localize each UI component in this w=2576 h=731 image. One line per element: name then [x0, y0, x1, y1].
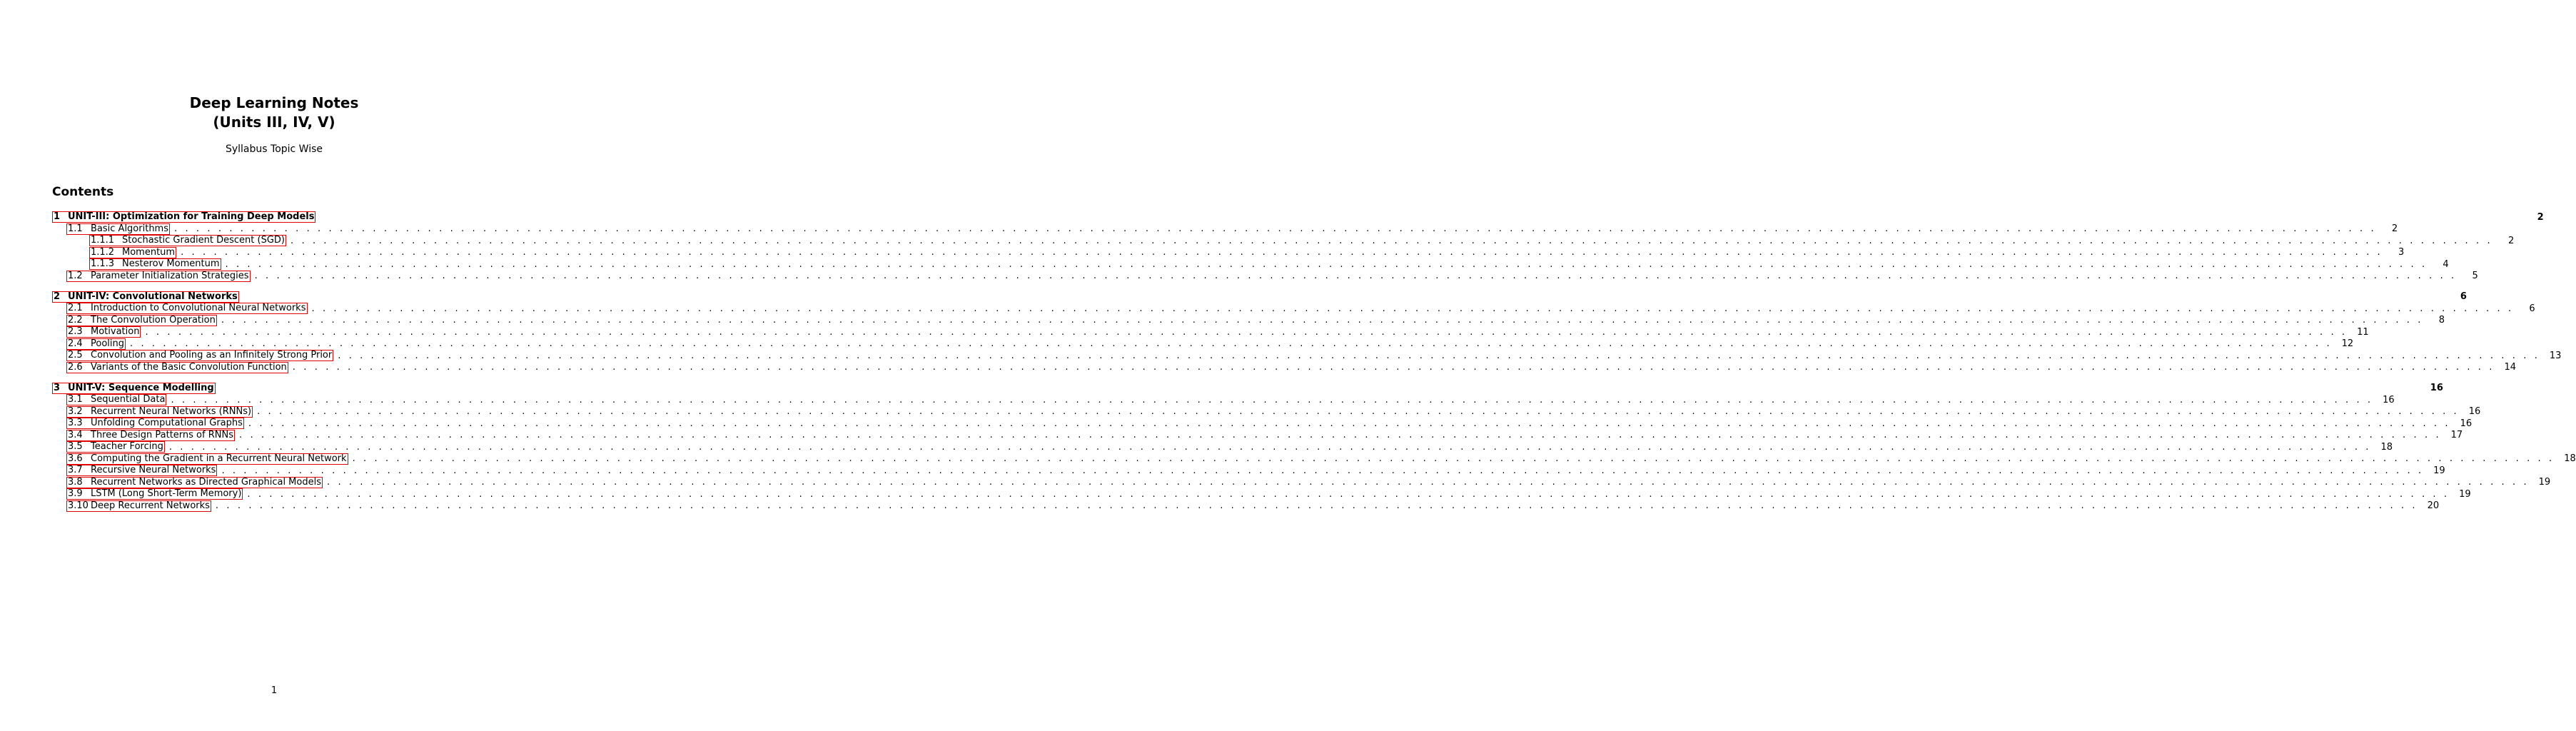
toc-page-number: 6: [2529, 303, 2535, 314]
toc-entry-title: Recurrent Neural Networks (RNNs): [91, 405, 252, 417]
toc-page-number: 2: [2507, 235, 2515, 246]
toc-chapter-row: [52, 382, 2443, 395]
toc-section-row: [52, 338, 2354, 351]
toc-entry-number: 3.1: [68, 394, 83, 405]
document-subtitle: Syllabus Topic Wise: [225, 143, 323, 155]
toc-entry-title: Teacher Forcing: [91, 441, 163, 453]
toc-dot-leader: . . . . . . . . . . . . . . . . . . . . . . . . . . . . . . . . . . . . . . . . . . . . . . . . . . . . . . . . . . . . . . . . . . . . . . . . . . . . . . . . . . . . . . . . . . . . . . . . . . . . . . . . . . . . . . . . . . . . . . . . . . . . . . . . . . . . . . . . . . . . . . . . . . . . . . . . . . . . . . . . . . . . . . . . . . . . . . . . . . . . . . . . . . . . . . . . . . . . . . . .: [174, 223, 2377, 235]
toc-entry-number: 2.6: [68, 361, 83, 373]
toc-page-number: 11: [2357, 326, 2369, 338]
toc-section-row: [52, 223, 2398, 236]
toc-entry-title: Computing the Gradient in a Recurrent Neural Network: [91, 453, 347, 464]
toc-page-number: 2: [2537, 211, 2544, 223]
toc-page-number: 6: [2460, 291, 2467, 303]
toc-entry-link[interactable]: [66, 488, 243, 500]
toc-entry-link[interactable]: [66, 441, 165, 453]
toc-dot-leader: . . . . . . . . . . . . . . . . . . . . . . . . . . . . . . . . . . . . . . . . . . . . . . . . . . . . . . . . . . . . . . . . . . . . . . . . . . . . . . . . . . . . . . . . . . . . . . . . . . . . . . . . . . . . . . . . . . . . . . . . . . . . . . . . . . . . . . . . . . . . . . . . . . . . . . . . . . . . . . . . . . . . . . . . . . . . . . . . . . . . . . . . . . . . . . . . . . . . . . . .: [171, 394, 2373, 405]
toc-dot-leader: . . . . . . . . . . . . . . . . . . . . . . . . . . . . . . . . . . . . . . . . . . . . . . . . . . . . . . . . . . . . . . . . . . . . . . . . . . . . . . . . . . . . . . . . . . . . . . . . . . . . . . . . . . . . . . . . . . . . . . . . . . . . . . . . . . . . . . . . . . . . . . . . . . . . . . . . . . . . . . . . . . . . . . . . . . . . . . . . . . . . . . . . . . . . . . . . . . . . . . . .: [338, 350, 2540, 361]
toc-chapter-row: [52, 211, 2544, 223]
toc-entry-link[interactable]: [66, 350, 333, 361]
toc-page-number: 17: [2450, 430, 2463, 441]
toc-entry-number: 1.1: [68, 223, 83, 234]
toc-entry-number: 3.5: [68, 441, 83, 453]
toc-section-row: [52, 488, 2471, 500]
toc-page-number: 20: [2427, 500, 2440, 512]
toc-entry-link[interactable]: [66, 362, 288, 373]
toc-dot-leader: . . . . . . . . . . . . . . . . . . . . . . . . . . . . . . . . . . . . . . . . . . . . . . . . . . . . . . . . . . . . . . . . . . . . . . . . . . . . . . . . . . . . . . . . . . . . . . . . . . . . . . . . . . . . . . . . . . . . . . . . . . . . . . . . . . . . . . . . . . . . . . . . . . . . . . . . . . . . . . . . . . . . . . . . . . . . . . . . . . . . . . . . . . . . . . . . . . . . . . . .: [145, 326, 2348, 338]
toc-entry-link[interactable]: [66, 406, 253, 418]
toc-entry-number: 3.3: [68, 418, 83, 429]
toc-dot-leader: . . . . . . . . . . . . . . . . . . . . . . . . . . . . . . . . . . . . . . . . . . . . . . . . . . . . . . . . . . . . . . . . . . . . . . . . . . . . . . . . . . . . . . . . . . . . . . . . . . . . . . . . . . . . . . . . . . . . . . . . . . . . . . . . . . . . . . . . . . . . . . . . . . . . . . . . . . . . . . . . . . . . . . . . . . . . . . . . . . . . . . . . . . . . . . . . . . . . . . . .: [247, 488, 2450, 500]
toc-entry-link[interactable]: [89, 258, 221, 270]
toc-entry-link[interactable]: [52, 291, 239, 303]
toc-entry-number: 3.4: [68, 429, 83, 440]
toc-section-row: [52, 500, 2440, 513]
toc-entry-number: 3.2: [68, 405, 83, 417]
toc-page-number: 16: [2468, 406, 2481, 418]
toc-entry-number: 3.10: [68, 500, 89, 511]
toc-entry-number: 2.5: [68, 350, 83, 361]
toc-entry-title: Parameter Initialization Strategies: [91, 270, 249, 281]
toc-entry-title: Nesterov Momentum: [122, 258, 220, 270]
toc-entry-number: 1.1.3: [91, 258, 115, 270]
toc-dot-leader: . . . . . . . . . . . . . . . . . . . . . . . . . . . . . . . . . . . . . . . . . . . . . . . . . . . . . . . . . . . . . . . . . . . . . . . . . . . . . . . . . . . . . . . . . . . . . . . . . . . . . . . . . . . . . . . . . . . . . . . . . . . . . . . . . . . . . . . . . . . . . . . . . . . . . . . . . . . . . . . . . . . . . . . . . . . . . . . . . . . . . . . . . . . . . . . . . . . . . . . .: [291, 235, 2493, 246]
toc-page-number: 18: [2564, 453, 2576, 465]
toc-entry-title: LSTM (Long Short-Term Memory): [91, 488, 242, 500]
toc-page-number: 13: [2549, 350, 2562, 361]
toc-entry-link[interactable]: [66, 465, 217, 476]
toc-entry-link[interactable]: [66, 453, 348, 465]
toc-dot-leader: . . . . . . . . . . . . . . . . . . . . . . . . . . . . . . . . . . . . . . . . . . . . . . . . . . . . . . . . . . . . . . . . . . . . . . . . . . . . . . . . . . . . . . . . . . . . . . . . . . . . . . . . . . . . . . . . . . . . . . . . . . . . . . . . . . . . . . . . . . . . . . . . . . . . . . . . . . . . . . . . . . . . . . . . . . . . . . . . . . . . . . . . . . . . . . . . . . . . . . . .: [311, 303, 2514, 314]
toc-page-number: 19: [2459, 488, 2471, 500]
toc-entry-link[interactable]: [66, 338, 126, 350]
toc-entry-number: 2.1: [68, 303, 83, 314]
toc-entry-link[interactable]: [66, 315, 217, 326]
toc-entry-title: Variants of the Basic Convolution Function: [91, 361, 287, 373]
toc-entry-title: Momentum: [122, 246, 176, 258]
toc-dot-leader: . . . . . . . . . . . . . . . . . . . . . . . . . . . . . . . . . . . . . . . . . . . . . . . . . . . . . . . . . . . . . . . . . . . . . . . . . . . . . . . . . . . . . . . . . . . . . . . . . . . . . . . . . . . . . . . . . . . . . . . . . . . . . . . . . . . . . . . . . . . . . . . . . . . . . . . . . . . . . . . . . . . . . . . . . . . . . . . . . . . . . . . . . . . . . . . . . . . . . . . .: [130, 338, 2333, 350]
toc-section-row: [52, 429, 2463, 442]
page-number: 1: [271, 685, 278, 696]
toc-page-number: 14: [2504, 362, 2516, 373]
toc-section-row: [52, 258, 2449, 271]
toc-page-number: 16: [2430, 383, 2443, 394]
toc-entry-number: 1.1.1: [91, 235, 115, 246]
toc-page-number: 4: [2443, 258, 2449, 270]
toc-entry-title: Recursive Neural Networks: [91, 465, 216, 476]
toc-entry-title: Sequential Data: [91, 394, 166, 405]
toc-entry-title: Motivation: [91, 326, 140, 338]
toc-entry-title: UNIT-III: Optimization for Training Deep Models: [68, 211, 315, 223]
toc-entry-link[interactable]: [89, 235, 286, 246]
toc-chapter-row: [52, 291, 2467, 303]
toc-page-number: 16: [2383, 394, 2395, 405]
toc-dot-leader: . . . . . . . . . . . . . . . . . . . . . . . . . . . . . . . . . . . . . . . . . . . . . . . . . . . . . . . . . . . . . . . . . . . . . . . . . . . . . . . . . . . . . . . . . . . . . . . . . . . . . . . . . . . . . . . . . . . . . . . . . . . . . . . . . . . . . . . . . . . . . . . . . . . . . . . . . . . . . . . . . . . . . . . . . . . . . . . . . . . . . . . . . . . . . . . . . . . . . . . .: [257, 406, 2460, 418]
toc-entry-title: Pooling: [91, 338, 124, 349]
toc-page-number: 8: [2438, 315, 2445, 326]
toc-section-row: [52, 361, 2516, 374]
table-of-contents: [52, 211, 2576, 512]
toc-entry-link[interactable]: [66, 500, 211, 512]
toc-page-number: 18: [2380, 441, 2393, 453]
toc-entry-title: UNIT-V: Sequence Modelling: [68, 382, 214, 393]
toc-dot-leader: . . . . . . . . . . . . . . . . . . . . . . . . . . . . . . . . . . . . . . . . . . . . . . . . . . . . . . . . . . . . . . . . . . . . . . . . . . . . . . . . . . . . . . . . . . . . . . . . . . . . . . . . . . . . . . . . . . . . . . . . . . . . . . . . . . . . . . . . . . . . . . . . . . . . . . . . . . . . . . . . . . . . . . . . . . . . . . . . . . . . . . . . . . . . . . . . . . . . . . . .: [221, 315, 2424, 326]
toc-section-row: [52, 326, 2369, 338]
toc-entry-number: 1.1.2: [91, 246, 115, 258]
toc-entry-title: Deep Recurrent Networks: [91, 500, 210, 511]
toc-entry-title: Introduction to Convolutional Neural Networks: [91, 303, 306, 314]
toc-entry-link[interactable]: [66, 271, 251, 282]
toc-dot-leader: . . . . . . . . . . . . . . . . . . . . . . . . . . . . . . . . . . . . . . . . . . . . . . . . . . . . . . . . . . . . . . . . . . . . . . . . . . . . . . . . . . . . . . . . . . . . . . . . . . . . . . . . . . . . . . . . . . . . . . . . . . . . . . . . . . . . . . . . . . . . . . . . . . . . . . . . . . . . . . . . . . . . . . . . . . . . . . . . . . . . . . . . . . . . . . . . . . . . . . . .: [327, 477, 2530, 488]
toc-entry-number: 2: [54, 291, 61, 302]
toc-entry-title: UNIT-IV: Convolutional Networks: [68, 291, 238, 302]
toc-dot-leader: . . . . . . . . . . . . . . . . . . . . . . . . . . . . . . . . . . . . . . . . . . . . . . . . . . . . . . . . . . . . . . . . . . . . . . . . . . . . . . . . . . . . . . . . . . . . . . . . . . . . . . . . . . . . . . . . . . . . . . . . . . . . . . . . . . . . . . . . . . . . . . . . . . . . . . . . . . . . . . . . . . . . . . . . . . . . . . . . . . . . . . . . . . . . . . . . . . . . . . . .: [168, 441, 2372, 453]
toc-dot-leader: . . . . . . . . . . . . . . . . . . . . . . . . . . . . . . . . . . . . . . . . . . . . . . . . . . . . . . . . . . . . . . . . . . . . . . . . . . . . . . . . . . . . . . . . . . . . . . . . . . . . . . . . . . . . . . . . . . . . . . . . . . . . . . . . . . . . . . . . . . . . . . . . . . . . . . . . . . . . . . . . . . . . . . . . . . . . . . . . . . . . . . . . . . . . . . . . . . . . . . . .: [254, 271, 2457, 282]
toc-section-row: [52, 350, 2562, 362]
toc-dot-leader: . . . . . . . . . . . . . . . . . . . . . . . . . . . . . . . . . . . . . . . . . . . . . . . . . . . . . . . . . . . . . . . . . . . . . . . . . . . . . . . . . . . . . . . . . . . . . . . . . . . . . . . . . . . . . . . . . . . . . . . . . . . . . . . . . . . . . . . . . . . . . . . . . . . . . . . . . . . . . . . . . . . . . . . . . . . . . . . . . . . . . . . . . . . . . . . . . . . . . . . .: [221, 465, 2424, 476]
toc-entry-title: Stochastic Gradient Descent (SGD): [122, 235, 286, 246]
toc-entry-number: 2.3: [68, 326, 83, 338]
document-title-line2: (Units III, IV, V): [213, 114, 335, 131]
toc-section-row: [52, 270, 2478, 283]
toc-page-number: 5: [2472, 271, 2478, 282]
toc-entry-link[interactable]: [66, 477, 323, 488]
toc-entry-number: 3: [54, 382, 61, 393]
toc-entry-title: Convolution and Pooling as an Infinitely Strong Prior: [91, 350, 333, 361]
toc-entry-title: Unfolding Computational Graphs: [91, 418, 243, 429]
toc-section-row: [52, 405, 2481, 418]
toc-page-number: 12: [2341, 338, 2354, 350]
toc-entry-link[interactable]: [66, 418, 244, 429]
toc-dot-leader: . . . . . . . . . . . . . . . . . . . . . . . . . . . . . . . . . . . . . . . . . . . . . . . . . . . . . . . . . . . . . . . . . . . . . . . . . . . . . . . . . . . . . . . . . . . . . . . . . . . . . . . . . . . . . . . . . . . . . . . . . . . . . . . . . . . . . . . . . . . . . . . . . . . . . . . . . . . . . . . . . . . . . . . . . . . . . . . . . . . . . . . . . . . . . . . . . . . . . . . .: [181, 247, 2383, 258]
toc-dot-leader: . . . . . . . . . . . . . . . . . . . . . . . . . . . . . . . . . . . . . . . . . . . . . . . . . . . . . . . . . . . . . . . . . . . . . . . . . . . . . . . . . . . . . . . . . . . . . . . . . . . . . . . . . . . . . . . . . . . . . . . . . . . . . . . . . . . . . . . . . . . . . . . . . . . . . . . . . . . . . . . . . . . . . . . . . . . . . . . . . . . . . . . . . . . . . . . . . . . . . . . .: [248, 418, 2451, 429]
toc-entry-number: 3.9: [68, 488, 83, 500]
toc-page-number: 19: [2538, 477, 2551, 488]
toc-section-row: [52, 235, 2515, 247]
toc-entry-link[interactable]: [66, 430, 235, 441]
toc-section-row: [52, 314, 2445, 327]
toc-entry-title: Three Design Patterns of RNNs: [91, 429, 233, 440]
toc-entry-number: 2.2: [68, 314, 83, 326]
toc-dot-leader: . . . . . . . . . . . . . . . . . . . . . . . . . . . . . . . . . . . . . . . . . . . . . . . . . . . . . . . . . . . . . . . . . . . . . . . . . . . . . . . . . . . . . . . . . . . . . . . . . . . . . . . . . . . . . . . . . . . . . . . . . . . . . . . . . . . . . . . . . . . . . . . . . . . . . . . . . . . . . . . . . . . . . . . . . . . . . . . . . . . . . . . . . . . . . . . . . . . . . . . .: [352, 453, 2555, 465]
toc-entry-title: Recurrent Networks as Directed Graphical Models: [91, 476, 321, 488]
toc-section-row: [52, 453, 2576, 465]
toc-dot-leader: . . . . . . . . . . . . . . . . . . . . . . . . . . . . . . . . . . . . . . . . . . . . . . . . . . . . . . . . . . . . . . . . . . . . . . . . . . . . . . . . . . . . . . . . . . . . . . . . . . . . . . . . . . . . . . . . . . . . . . . . . . . . . . . . . . . . . . . . . . . . . . . . . . . . . . . . . . . . . . . . . . . . . . . . . . . . . . . . . . . . . . . . . . . . . . . . . . . . . . . .: [215, 500, 2418, 512]
toc-dot-leader: . . . . . . . . . . . . . . . . . . . . . . . . . . . . . . . . . . . . . . . . . . . . . . . . . . . . . . . . . . . . . . . . . . . . . . . . . . . . . . . . . . . . . . . . . . . . . . . . . . . . . . . . . . . . . . . . . . . . . . . . . . . . . . . . . . . . . . . . . . . . . . . . . . . . . . . . . . . . . . . . . . . . . . . . . . . . . . . . . . . . . . . . . . . . . . . . . . . . . . . .: [225, 258, 2428, 270]
toc-section-row: [52, 441, 2393, 453]
toc-entry-number: 3.6: [68, 453, 83, 464]
toc-section-row: [52, 418, 2473, 430]
toc-entry-link[interactable]: [52, 383, 216, 394]
toc-section-row: [52, 303, 2535, 315]
toc-entry-link[interactable]: [66, 394, 166, 405]
toc-section-row: [52, 246, 2405, 259]
toc-entry-link[interactable]: [52, 211, 315, 223]
document-title-line1: Deep Learning Notes: [189, 94, 359, 111]
toc-dot-leader: . . . . . . . . . . . . . . . . . . . . . . . . . . . . . . . . . . . . . . . . . . . . . . . . . . . . . . . . . . . . . . . . . . . . . . . . . . . . . . . . . . . . . . . . . . . . . . . . . . . . . . . . . . . . . . . . . . . . . . . . . . . . . . . . . . . . . . . . . . . . . . . . . . . . . . . . . . . . . . . . . . . . . . . . . . . . . . . . . . . . . . . . . . . . . . . . . . . . . . . .: [292, 362, 2495, 373]
toc-entry-number: 1: [54, 211, 61, 223]
toc-section-row: [52, 394, 2395, 406]
toc-entry-number: 3.7: [68, 465, 83, 476]
toc-section-row: [52, 465, 2445, 477]
toc-entry-number: 1.2: [68, 270, 83, 281]
toc-entry-link[interactable]: [89, 247, 176, 258]
toc-page-number: 16: [2460, 418, 2473, 429]
toc-page-number: 2: [2391, 223, 2398, 235]
toc-entry-title: The Convolution Operation: [91, 314, 216, 326]
toc-page-number: 19: [2433, 465, 2445, 476]
toc-entry-link[interactable]: [66, 303, 308, 314]
toc-dot-leader: . . . . . . . . . . . . . . . . . . . . . . . . . . . . . . . . . . . . . . . . . . . . . . . . . . . . . . . . . . . . . . . . . . . . . . . . . . . . . . . . . . . . . . . . . . . . . . . . . . . . . . . . . . . . . . . . . . . . . . . . . . . . . . . . . . . . . . . . . . . . . . . . . . . . . . . . . . . . . . . . . . . . . . . . . . . . . . . . . . . . . . . . . . . . . . . . . . . . . . . .: [238, 430, 2442, 441]
toc-page-number: 3: [2398, 247, 2405, 258]
toc-entry-title: Basic Algorithms: [91, 223, 168, 234]
toc-section-row: [52, 476, 2551, 489]
toc-entry-number: 3.8: [68, 476, 83, 488]
toc-entry-link[interactable]: [66, 223, 170, 235]
toc-entry-link[interactable]: [66, 326, 141, 338]
toc-entry-number: 2.4: [68, 338, 83, 349]
contents-heading: Contents: [52, 185, 114, 199]
